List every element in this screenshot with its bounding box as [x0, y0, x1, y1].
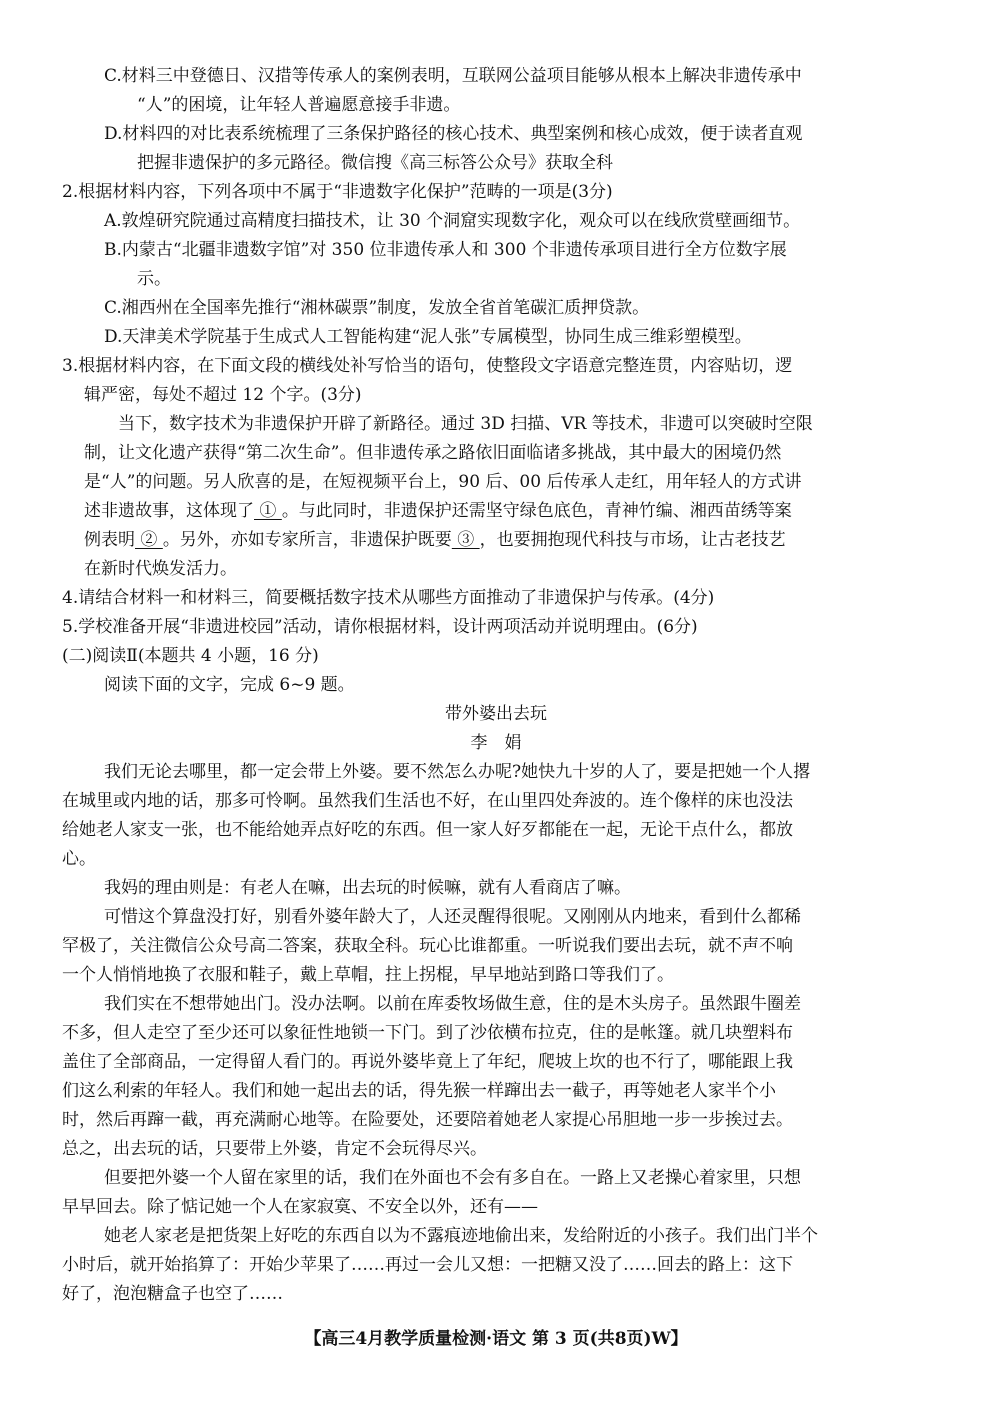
- blank-2: ②: [135, 530, 163, 550]
- story-line: 盖住了全部商品，一定得留人看门的。再说外婆毕竟上了年纪，爬坡上坎的也不行了，哪能跟上我: [62, 1052, 793, 1072]
- q2-option-a: A.敦煌研究院通过高精度扫描技术，让 30 个洞窟实现数字化，观众可以在线欣赏壁画细节。: [104, 211, 801, 231]
- q2-option-b-line2: 示。: [137, 269, 171, 289]
- blank-3: ③: [451, 530, 480, 550]
- q3-passage-line5: 例表明 ② 。另外，亦如专家所言，非遗保护既要 ③ ，也要拥抱现代科技与市场，让古老技艺: [84, 530, 786, 550]
- q3-passage-line4: 述非遗故事，这体现了 ① 。与此同时，非遗保护还需坚守绿色底色，青神竹编、湘西苗绣等案: [84, 501, 792, 521]
- story-line: 不多，但人走空了至少还可以象征性地锁一下门。到了沙依横布拉克，住的是帐篷。就几块塑料布: [62, 1023, 793, 1043]
- story-line: 给她老人家支一张，也不能给她弄点好吃的东西。但一家人好歹都能在一起，无论干点什么，都放: [62, 820, 793, 840]
- story-line: 罕极了，关注微信公众号高二答案，获取全科。玩心比谁都重。一听说我们要出去玩，就不声不响: [62, 936, 793, 956]
- q1-option-d-line2: 把握非遗保护的多元路径。微信搜《高三标答公众号》获取全科: [137, 153, 613, 173]
- page-footer: 【高三4月教学质量检测·语文 第 3 页(共8页)W】: [304, 1329, 688, 1349]
- story-line: 总之，出去玩的话，只要带上外婆，肯定不会玩得尽兴。: [62, 1139, 487, 1159]
- q3-passage-line3: 是“人”的问题。另人欣喜的是，在短视频平台上，90 后、00 后传承人走红，用年轻人的方式讲: [84, 472, 802, 492]
- section-2-header: (二)阅读Ⅱ(本题共 4 小题，16 分): [62, 646, 319, 666]
- story-line: 我妈的理由则是：有老人在嘛，出去玩的时候嘛，就有人看商店了嘛。: [104, 878, 631, 898]
- story-line: 早早回去。除了惦记她一个人在家寂寞、不安全以外，还有——: [62, 1197, 538, 1217]
- story-line: 一个人悄悄地换了衣服和鞋子，戴上草帽，拄上拐棍，早早地站到路口等我们了。: [62, 965, 674, 985]
- story-author: 李 娟: [470, 733, 522, 753]
- q1-option-d-line1: D.材料四的对比表系统梳理了三条保护路径的核心技术、典型案例和核心成效，便于读者直观: [104, 124, 803, 144]
- q2-stem: 2.根据材料内容，下列各项中不属于“非遗数字化保护”范畴的一项是(3分): [62, 182, 613, 202]
- q3-stem-line1: 3.根据材料内容，在下面文段的横线处补写恰当的语句，使整段文字语意完整连贯，内容贴切，逻: [62, 356, 793, 376]
- story-line: 我们实在不想带她出门。没办法啊。以前在库委牧场做生意，住的是木头房子。虽然跟牛圈差: [104, 994, 801, 1014]
- q2-option-b-line1: B.内蒙古“北疆非遗数字馆”对 350 位非遗传承人和 300 个非遗传承项目进行全方位数字展: [104, 240, 787, 260]
- q3-passage-line2: 制，让文化遗产获得“第二次生命”。但非遗传承之路依旧面临诸多挑战，其中最大的困境仍然: [84, 443, 782, 463]
- story-line: 但要把外婆一个人留在家里的话，我们在外面也不会有多自在。一路上又老操心着家里，只想: [104, 1168, 801, 1188]
- q4-stem: 4.请结合材料一和材料三，简要概括数字技术从哪些方面推动了非遗保护与传承。(4分): [62, 588, 715, 608]
- story-title: 带外婆出去玩: [445, 704, 547, 724]
- section-2-instruction: 阅读下面的文字，完成 6~9 题。: [104, 675, 355, 695]
- story-line: 她老人家老是把货架上好吃的东西自以为不露痕迹地偷出来，发给附近的小孩子。我们出门半个: [104, 1226, 818, 1246]
- story-line: 好了，泡泡糖盒子也空了……: [62, 1284, 283, 1304]
- blank-1: ①: [254, 501, 282, 521]
- q1-option-c-line2: “人”的困境，让年轻人普遍愿意接手非遗。: [137, 95, 461, 115]
- story-line: 们这么利索的年轻人。我们和她一起出去的话，得先猴一样蹿出去一截子，再等她老人家半个小: [62, 1081, 776, 1101]
- q2-option-c: C.湘西州在全国率先推行“湘林碳票”制度，发放全省首笔碳汇质押贷款。: [104, 298, 650, 318]
- story-line: 心。: [62, 849, 96, 869]
- q1-option-c-line1: C.材料三中登德日、汉措等传承人的案例表明，互联网公益项目能够从根本上解决非遗传承中: [104, 66, 802, 86]
- story-line: 可惜这个算盘没打好，别看外婆年龄大了，人还灵醒得很呢。又刚刚从内地来，看到什么都稀: [104, 907, 801, 927]
- q2-option-d: D.天津美术学院基于生成式人工智能构建“泥人张”专属模型，协同生成三维彩塑模型。: [104, 327, 752, 347]
- story-line: 时，然后再蹿一截，再充满耐心地等。在险要处，还要陪着她老人家提心吊胆地一步一步挨过去。: [62, 1110, 793, 1130]
- q3-stem-line2: 辑严密，每处不超过 12 个字。(3分): [84, 385, 362, 405]
- q3-passage-line1: 当下，数字技术为非遗保护开辟了新路径。通过 3D 扫描、VR 等技术，非遗可以突破时空限: [118, 414, 813, 434]
- q3-passage-line6: 在新时代焕发活力。: [84, 559, 237, 579]
- story-line: 小时后，就开始掐算了：开始少苹果了……再过一会儿又想：一把糖又没了……回去的路上：这下: [62, 1255, 793, 1275]
- story-line: 我们无论去哪里，都一定会带上外婆。要不然怎么办呢?她快九十岁的人了，要是把她一个人撂: [104, 762, 811, 782]
- story-line: 在城里或内地的话，那多可怜啊。虽然我们生活也不好，在山里四处奔波的。连个像样的床也没法: [62, 791, 793, 811]
- q5-stem: 5.学校准备开展“非遗进校园”活动，请你根据材料，设计两项活动并说明理由。(6分): [62, 617, 698, 637]
